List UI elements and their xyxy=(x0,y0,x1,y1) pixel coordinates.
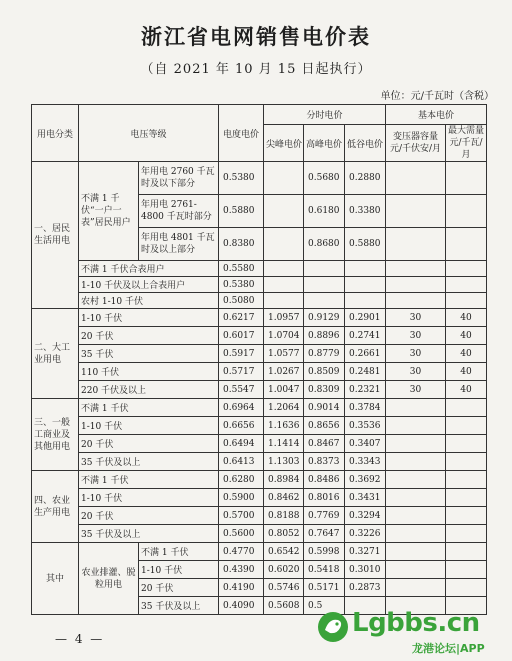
table-row xyxy=(32,543,487,561)
empty-cell xyxy=(386,293,446,309)
empty-cell xyxy=(386,489,446,507)
header-voltage: 电压等级 xyxy=(79,105,219,162)
price-cell: 0.2880 xyxy=(345,162,386,195)
table-row xyxy=(32,525,487,543)
residential-sub-label: 不满 1 千伏“一户一表”居民用户 xyxy=(79,162,139,261)
price-cell: 0.5880 xyxy=(345,228,386,261)
voltage-label: 1-10 千伏 xyxy=(79,309,219,327)
price-cell: 0.3784 xyxy=(345,399,386,417)
group-agri-drain: 农业排灌、脱粒用电 xyxy=(79,543,139,615)
price-cell: 0.3294 xyxy=(345,507,386,525)
price-cell: 0.8309 xyxy=(304,381,345,399)
empty-cell xyxy=(446,293,487,309)
price-cell: 0.2741 xyxy=(345,327,386,345)
price-cell: 0.4190 xyxy=(219,579,264,597)
empty-cell xyxy=(386,228,446,261)
table-row xyxy=(32,417,487,435)
empty-cell xyxy=(386,399,446,417)
logo-text: Lgbbs.cn xyxy=(352,608,480,638)
header-peak: 高峰电价 xyxy=(304,125,345,162)
price-cell: 1.0047 xyxy=(264,381,304,399)
table-row xyxy=(32,277,487,293)
empty-cell xyxy=(446,489,487,507)
price-cell: 0.2481 xyxy=(345,363,386,381)
header-sharp-peak: 尖峰电价 xyxy=(264,125,304,162)
price-cell: 0.5717 xyxy=(219,363,264,381)
empty-cell xyxy=(386,525,446,543)
price-cell: 0.8656 xyxy=(304,417,345,435)
tariff-table xyxy=(31,104,487,615)
empty-cell xyxy=(386,471,446,489)
price-cell: 0.6964 xyxy=(219,399,264,417)
logo-subtitle: 龙港论坛|APP xyxy=(412,642,485,655)
voltage-label: 110 千伏 xyxy=(79,363,219,381)
empty-cell xyxy=(386,507,446,525)
group-residential: 一、居民生活用电 xyxy=(32,162,79,309)
empty-cell xyxy=(386,561,446,579)
header-tou: 分时电价 xyxy=(264,105,386,125)
table-row xyxy=(32,309,487,327)
empty-cell xyxy=(446,525,487,543)
price-cell: 0.8779 xyxy=(304,345,345,363)
empty-cell xyxy=(446,162,487,195)
empty-cell xyxy=(386,162,446,195)
price-cell: 0.2873 xyxy=(345,579,386,597)
empty-cell xyxy=(304,261,345,277)
price-cell: 0.5998 xyxy=(304,543,345,561)
voltage-label: 不满 1 千伏 xyxy=(139,543,219,561)
voltage-label: 35 千伏及以上 xyxy=(79,453,219,471)
price-cell: 0.5746 xyxy=(264,579,304,597)
price-cell: 0.5 xyxy=(304,597,345,615)
voltage-label: 不满 1 千伏合表用户 xyxy=(79,261,219,277)
price-cell: 0.4390 xyxy=(219,561,264,579)
price-cell: 0.8016 xyxy=(304,489,345,507)
price-cell: 0.8188 xyxy=(264,507,304,525)
price-cell: 0.5080 xyxy=(219,293,264,309)
table-row xyxy=(32,162,487,195)
price-cell: 0.3407 xyxy=(345,435,386,453)
price-cell: 1.0704 xyxy=(264,327,304,345)
price-cell: 0.5700 xyxy=(219,507,264,525)
empty-cell xyxy=(446,399,487,417)
table-row xyxy=(32,453,487,471)
price-cell: 0.6217 xyxy=(219,309,264,327)
voltage-label: 20 千伏 xyxy=(139,579,219,597)
price-cell: 0.6413 xyxy=(219,453,264,471)
unit-note: 单位：元/千瓦时（含税） xyxy=(380,91,494,102)
table-row xyxy=(32,293,487,309)
table-row xyxy=(32,363,487,381)
price-cell: 0.3536 xyxy=(345,417,386,435)
price-cell: 0.4770 xyxy=(219,543,264,561)
empty-cell xyxy=(446,543,487,561)
voltage-label: 1-10 千伏 xyxy=(79,417,219,435)
price-cell: 0.5900 xyxy=(219,489,264,507)
empty-cell xyxy=(446,435,487,453)
table-row xyxy=(32,399,487,417)
empty-cell xyxy=(386,543,446,561)
price-cell: 0.8467 xyxy=(304,435,345,453)
price-cell: 0.6542 xyxy=(264,543,304,561)
price-cell: 0.6494 xyxy=(219,435,264,453)
price-cell: 40 xyxy=(446,309,487,327)
price-cell: 0.3431 xyxy=(345,489,386,507)
price-cell: 40 xyxy=(446,345,487,363)
price-cell: 0.8380 xyxy=(219,228,264,261)
tier-label: 年用电 4801 千瓦时及以上部分 xyxy=(139,228,219,261)
empty-cell xyxy=(345,261,386,277)
price-cell: 0.4090 xyxy=(219,597,264,615)
price-cell: 0.7769 xyxy=(304,507,345,525)
voltage-label: 1-10 千伏 xyxy=(79,489,219,507)
empty-cell xyxy=(386,195,446,228)
tier-label: 年用电 2760 千瓦时及以下部分 xyxy=(139,162,219,195)
price-cell: 0.2901 xyxy=(345,309,386,327)
price-cell: 1.2064 xyxy=(264,399,304,417)
price-cell xyxy=(264,228,304,261)
price-cell: 0.5418 xyxy=(304,561,345,579)
price-cell: 0.5380 xyxy=(219,162,264,195)
empty-cell xyxy=(386,261,446,277)
header-category: 用电分类 xyxy=(32,105,79,162)
price-cell: 1.0957 xyxy=(264,309,304,327)
voltage-label: 不满 1 千伏 xyxy=(79,399,219,417)
price-cell: 30 xyxy=(386,327,446,345)
voltage-label: 35 千伏 xyxy=(79,345,219,363)
price-cell: 0.3343 xyxy=(345,453,386,471)
price-cell: 0.3692 xyxy=(345,471,386,489)
price-cell: 1.1414 xyxy=(264,435,304,453)
price-cell: 0.8509 xyxy=(304,363,345,381)
price-cell: 0.5680 xyxy=(304,162,345,195)
empty-cell xyxy=(446,561,487,579)
group-agri: 四、农业生产用电 xyxy=(32,471,79,543)
empty-cell xyxy=(446,417,487,435)
voltage-label: 220 千伏及以上 xyxy=(79,381,219,399)
price-cell: 0.6180 xyxy=(304,195,345,228)
voltage-label: 不满 1 千伏 xyxy=(79,471,219,489)
empty-cell xyxy=(446,453,487,471)
empty-cell xyxy=(386,579,446,597)
table-row xyxy=(32,435,487,453)
empty-cell xyxy=(446,277,487,293)
price-cell: 30 xyxy=(386,363,446,381)
price-cell: 0.9129 xyxy=(304,309,345,327)
empty-cell xyxy=(386,453,446,471)
page-number: — 4 — xyxy=(55,632,105,646)
price-cell: 0.8052 xyxy=(264,525,304,543)
empty-cell xyxy=(264,293,304,309)
header-transformer: 变压器容量 元/千伏安/月 xyxy=(386,125,446,162)
table-row xyxy=(32,345,487,363)
price-cell: 0.8373 xyxy=(304,453,345,471)
price-cell: 0.9014 xyxy=(304,399,345,417)
price-cell: 1.0267 xyxy=(264,363,304,381)
price-cell: 40 xyxy=(446,327,487,345)
voltage-label: 35 千伏及以上 xyxy=(139,597,219,615)
tier-label: 年用电 2761-4800 千瓦时部分 xyxy=(139,195,219,228)
empty-cell xyxy=(446,261,487,277)
voltage-label: 1-10 千伏及以上合表用户 xyxy=(79,277,219,293)
voltage-label: 1-10 千伏 xyxy=(139,561,219,579)
price-cell: 0.3380 xyxy=(345,195,386,228)
price-cell: 0.5380 xyxy=(219,277,264,293)
empty-cell xyxy=(345,277,386,293)
price-cell: 0.7647 xyxy=(304,525,345,543)
empty-cell xyxy=(264,277,304,293)
table-row xyxy=(32,105,487,125)
empty-cell xyxy=(386,435,446,453)
price-cell: 0.8486 xyxy=(304,471,345,489)
price-cell: 1.1636 xyxy=(264,417,304,435)
price-cell: 0.5547 xyxy=(219,381,264,399)
document-title: 浙江省电网销售电价表 xyxy=(141,24,371,49)
effective-date: （自 2021 年 10 月 15 日起执行） xyxy=(140,62,372,77)
empty-cell xyxy=(446,507,487,525)
voltage-label: 20 千伏 xyxy=(79,327,219,345)
header-valley: 低谷电价 xyxy=(345,125,386,162)
price-cell: 0.8680 xyxy=(304,228,345,261)
header-energy-price: 电度电价 xyxy=(219,105,264,162)
group-general: 三、一般工商业及其他用电 xyxy=(32,399,79,471)
price-cell: 0.3271 xyxy=(345,543,386,561)
empty-cell xyxy=(446,579,487,597)
price-cell xyxy=(264,195,304,228)
price-cell: 0.5608 xyxy=(264,597,304,615)
price-cell: 0.6280 xyxy=(219,471,264,489)
table-row xyxy=(32,327,487,345)
table-row xyxy=(32,381,487,399)
price-cell: 0.5600 xyxy=(219,525,264,543)
voltage-label: 农村 1-10 千伏 xyxy=(79,293,219,309)
price-cell: 0.6020 xyxy=(264,561,304,579)
price-cell: 40 xyxy=(446,363,487,381)
header-basic: 基本电价 xyxy=(386,105,487,125)
dragon-logo-icon xyxy=(316,610,350,644)
price-cell: 0.6017 xyxy=(219,327,264,345)
empty-cell xyxy=(345,293,386,309)
price-cell: 0.2661 xyxy=(345,345,386,363)
voltage-label: 35 千伏及以上 xyxy=(79,525,219,543)
price-cell: 30 xyxy=(386,381,446,399)
price-cell: 0.6656 xyxy=(219,417,264,435)
price-cell xyxy=(264,162,304,195)
table-row xyxy=(32,489,487,507)
price-cell: 0.2321 xyxy=(345,381,386,399)
site-logo xyxy=(316,608,506,656)
price-cell: 30 xyxy=(386,345,446,363)
price-cell: 0.8896 xyxy=(304,327,345,345)
empty-cell xyxy=(304,277,345,293)
price-cell: 0.3010 xyxy=(345,561,386,579)
empty-cell xyxy=(264,261,304,277)
price-cell: 0.5171 xyxy=(304,579,345,597)
table-row xyxy=(32,471,487,489)
price-cell: 0.3226 xyxy=(345,525,386,543)
table-row xyxy=(32,261,487,277)
group-agri-of-which: 其中 xyxy=(32,543,79,615)
empty-cell xyxy=(386,277,446,293)
price-cell: 30 xyxy=(386,309,446,327)
empty-cell xyxy=(304,293,345,309)
empty-cell xyxy=(386,417,446,435)
group-large_industry: 二、大工业用电 xyxy=(32,309,79,399)
table-row xyxy=(32,507,487,525)
empty-cell xyxy=(446,471,487,489)
price-cell: 0.5917 xyxy=(219,345,264,363)
price-cell: 0.8462 xyxy=(264,489,304,507)
price-cell: 0.8984 xyxy=(264,471,304,489)
header-max-demand: 最大需量 元/千瓦/月 xyxy=(446,125,487,162)
price-cell: 1.1303 xyxy=(264,453,304,471)
voltage-label: 20 千伏 xyxy=(79,435,219,453)
price-cell: 40 xyxy=(446,381,487,399)
voltage-label: 20 千伏 xyxy=(79,507,219,525)
price-cell: 0.5580 xyxy=(219,261,264,277)
price-cell: 0.5880 xyxy=(219,195,264,228)
empty-cell xyxy=(446,228,487,261)
empty-cell xyxy=(446,195,487,228)
price-cell: 1.0577 xyxy=(264,345,304,363)
